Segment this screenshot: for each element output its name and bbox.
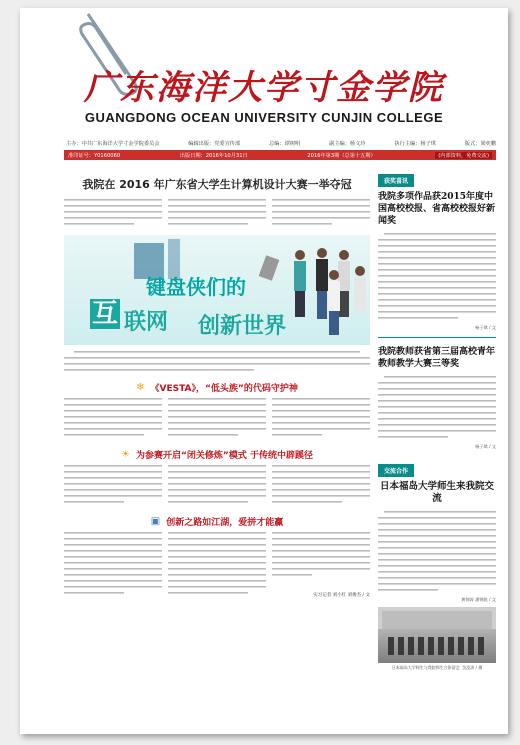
issue-number: 2016年第3期（总第十五期） <box>307 152 376 159</box>
newspaper-page <box>20 8 508 734</box>
right-column <box>378 168 496 671</box>
photo-caption <box>378 665 496 671</box>
main-headline: 我院在 2016 年广东省大学生计算机设计大赛一举夺冠 <box>82 178 352 191</box>
banner-line3: 创新世界 <box>198 314 287 340</box>
publication-info <box>66 140 496 147</box>
exec-editor-info: 执行主编：杨子琪 <box>394 141 436 147</box>
section1-title: 《VESTA》，“低头族”的代码守护神 <box>150 384 298 395</box>
banner-big-char: 互 <box>91 299 118 330</box>
host-info: 主办：中共广东海洋大学寸金学院委员会 <box>66 141 160 147</box>
caption-text-lines <box>64 349 370 375</box>
serial-number: 准印证号：Y0160060 <box>68 152 121 159</box>
story3-title: 日本福岛大学师生来我院交流 <box>379 481 494 504</box>
story1-byline: 杨子琪 / 文 <box>475 325 496 330</box>
computer-icon: ▣ <box>150 516 161 528</box>
story2-byline: 杨子琪 / 文 <box>475 444 496 449</box>
section2-text-lines <box>64 463 370 509</box>
section1-text-lines <box>64 396 370 442</box>
section3-heading <box>64 515 370 528</box>
story3-byline: 黄锦涛 潘锦锐 / 文 <box>461 597 496 602</box>
issue-bar <box>64 150 496 160</box>
exchange-tag: 交流合作 <box>378 464 414 477</box>
publish-date: 出版日期：2016年10月31日 <box>179 152 248 159</box>
deputy-editor-info: 副主编：杨文玲 <box>329 141 366 147</box>
group-photo <box>378 607 496 663</box>
section3-title: 创新之路如江湖，爱拼才能赢 <box>166 518 284 529</box>
edit-unit-info: 编辑出版：党委宣传部 <box>188 141 241 147</box>
exchange-section <box>378 458 496 671</box>
photo-caption-text: 日本福岛大学师生与我院师生合影留念 <box>391 665 460 670</box>
main-author: 实习记者 刘小红 刘俊杰 / 文 <box>313 593 370 599</box>
banner-line2: 联网 <box>124 310 169 336</box>
masthead-subtitle: GUANGDONG OCEAN UNIVERSITY CUNJIN COLLEGE <box>84 110 444 125</box>
awards-tag: 获奖喜讯 <box>378 174 414 187</box>
lightbulb-icon: ☀ <box>121 449 130 461</box>
story2-title: 我院教师获省第三届高校青年教师教学大赛三等奖 <box>378 347 496 369</box>
main-article <box>64 168 370 598</box>
photo-credit: 沈泓涛 / 摄 <box>462 665 483 670</box>
dna-icon: ❄ <box>136 382 145 394</box>
chief-editor-info: 总编：谭树明 <box>269 141 301 147</box>
free-note: (内部资料，免费交流) <box>435 152 492 159</box>
group-photo-image <box>378 607 496 663</box>
masthead <box>20 66 508 126</box>
story3-text-lines <box>378 509 496 595</box>
story1-title: 我院多项作品获2015年度中国高校校报、省高校校报好新闻奖 <box>378 192 496 226</box>
story2-section <box>378 337 496 450</box>
banner-line1: 键盘侠们的 <box>146 275 246 300</box>
feature-banner <box>64 235 370 345</box>
story2-text-lines <box>378 374 496 442</box>
layout-info: 版式：梁奕鹏 <box>464 141 496 147</box>
section2-heading <box>64 448 370 461</box>
story1-text-lines <box>378 231 496 323</box>
masthead-title: 广东海洋大学寸金学院 <box>84 68 444 108</box>
section2-title: 为参赛开启“闭关修炼”模式 于传统中辟蹊径 <box>136 451 313 462</box>
section3-text-lines <box>64 530 370 600</box>
section1-heading <box>64 381 370 394</box>
